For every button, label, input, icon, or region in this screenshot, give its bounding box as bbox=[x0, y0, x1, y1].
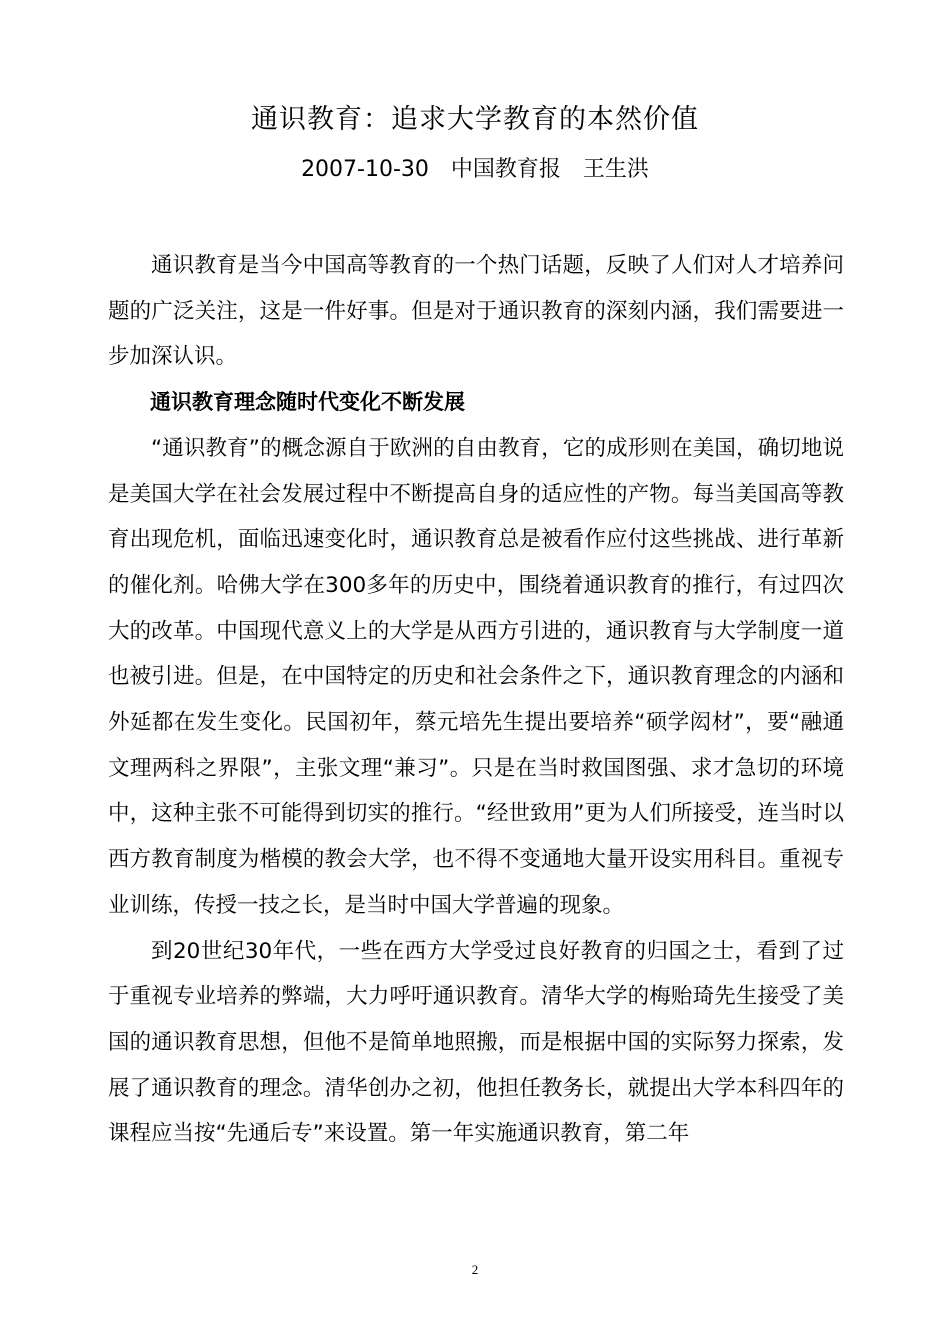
section-heading: 通识教育理念随时代变化不断发展 bbox=[150, 390, 465, 415]
body-paragraph: “通识教育”的概念源自于欧洲的自由教育，它的成形则在美国，确切地说是美国大学在社会发展过程中不断提高自身的适应性的产物。每当美国高等教育出现危机，面临迅速变化时，通识教育总是被看作应付这些挑战、进行革新的催化剂。哈佛大学在300多年的历史中，围绕着通识教育的推行，有过四次大的改革。中国现代意义上的大学是从西方引进的，通识教育与大学制度一道也被引进。但是，在中国特定的历史和社会条件之下，通识教育理念的内涵和外延都在发生变化。民国初年，蔡元培先生提出要培养“硕学闳材”，要“融通文理两科之界限”，主张文理“兼习”。只是在当时救国图强、求才急切的环境中，这种主张不可能得到切实的推行。“经世致用”更为人们所接受，连当时以西方教育制度为楷模的教会大学，也不得不变通地大量开设实用科目。重视专业训练，传授一技之长，是当时中国大学普遍的现象。 bbox=[108, 435, 844, 918]
body-paragraph: 到20世纪30年代，一些在西方大学受过良好教育的归国之士，看到了过于重视专业培养的弊端，大力呼吁通识教育。清华大学的梅贻琦先生接受了美国的通识教育思想，但他不是简单地照搬，而是根据中国的实际努力探索，发展了通识教育的理念。清华创办之初，他担任教务长，就提出大学本科四年的课程应当按“先通后专”来设置。第一年实施通识教育，第二年 bbox=[108, 938, 844, 1147]
article-body bbox=[108, 243, 844, 1157]
page-number: 2 bbox=[471, 1262, 479, 1277]
intro-paragraph: 通识教育是当今中国高等教育的一个热门话题，反映了人们对人才培养问题的广泛关注，这是一件好事。但是对于通识教育的深刻内涵，我们需要进一步加深认识。 bbox=[108, 253, 844, 370]
article-byline: 2007-10-30 中国教育报 王生洪 bbox=[301, 157, 649, 182]
article-title: 通识教育：追求大学教育的本然价值 bbox=[251, 104, 699, 135]
